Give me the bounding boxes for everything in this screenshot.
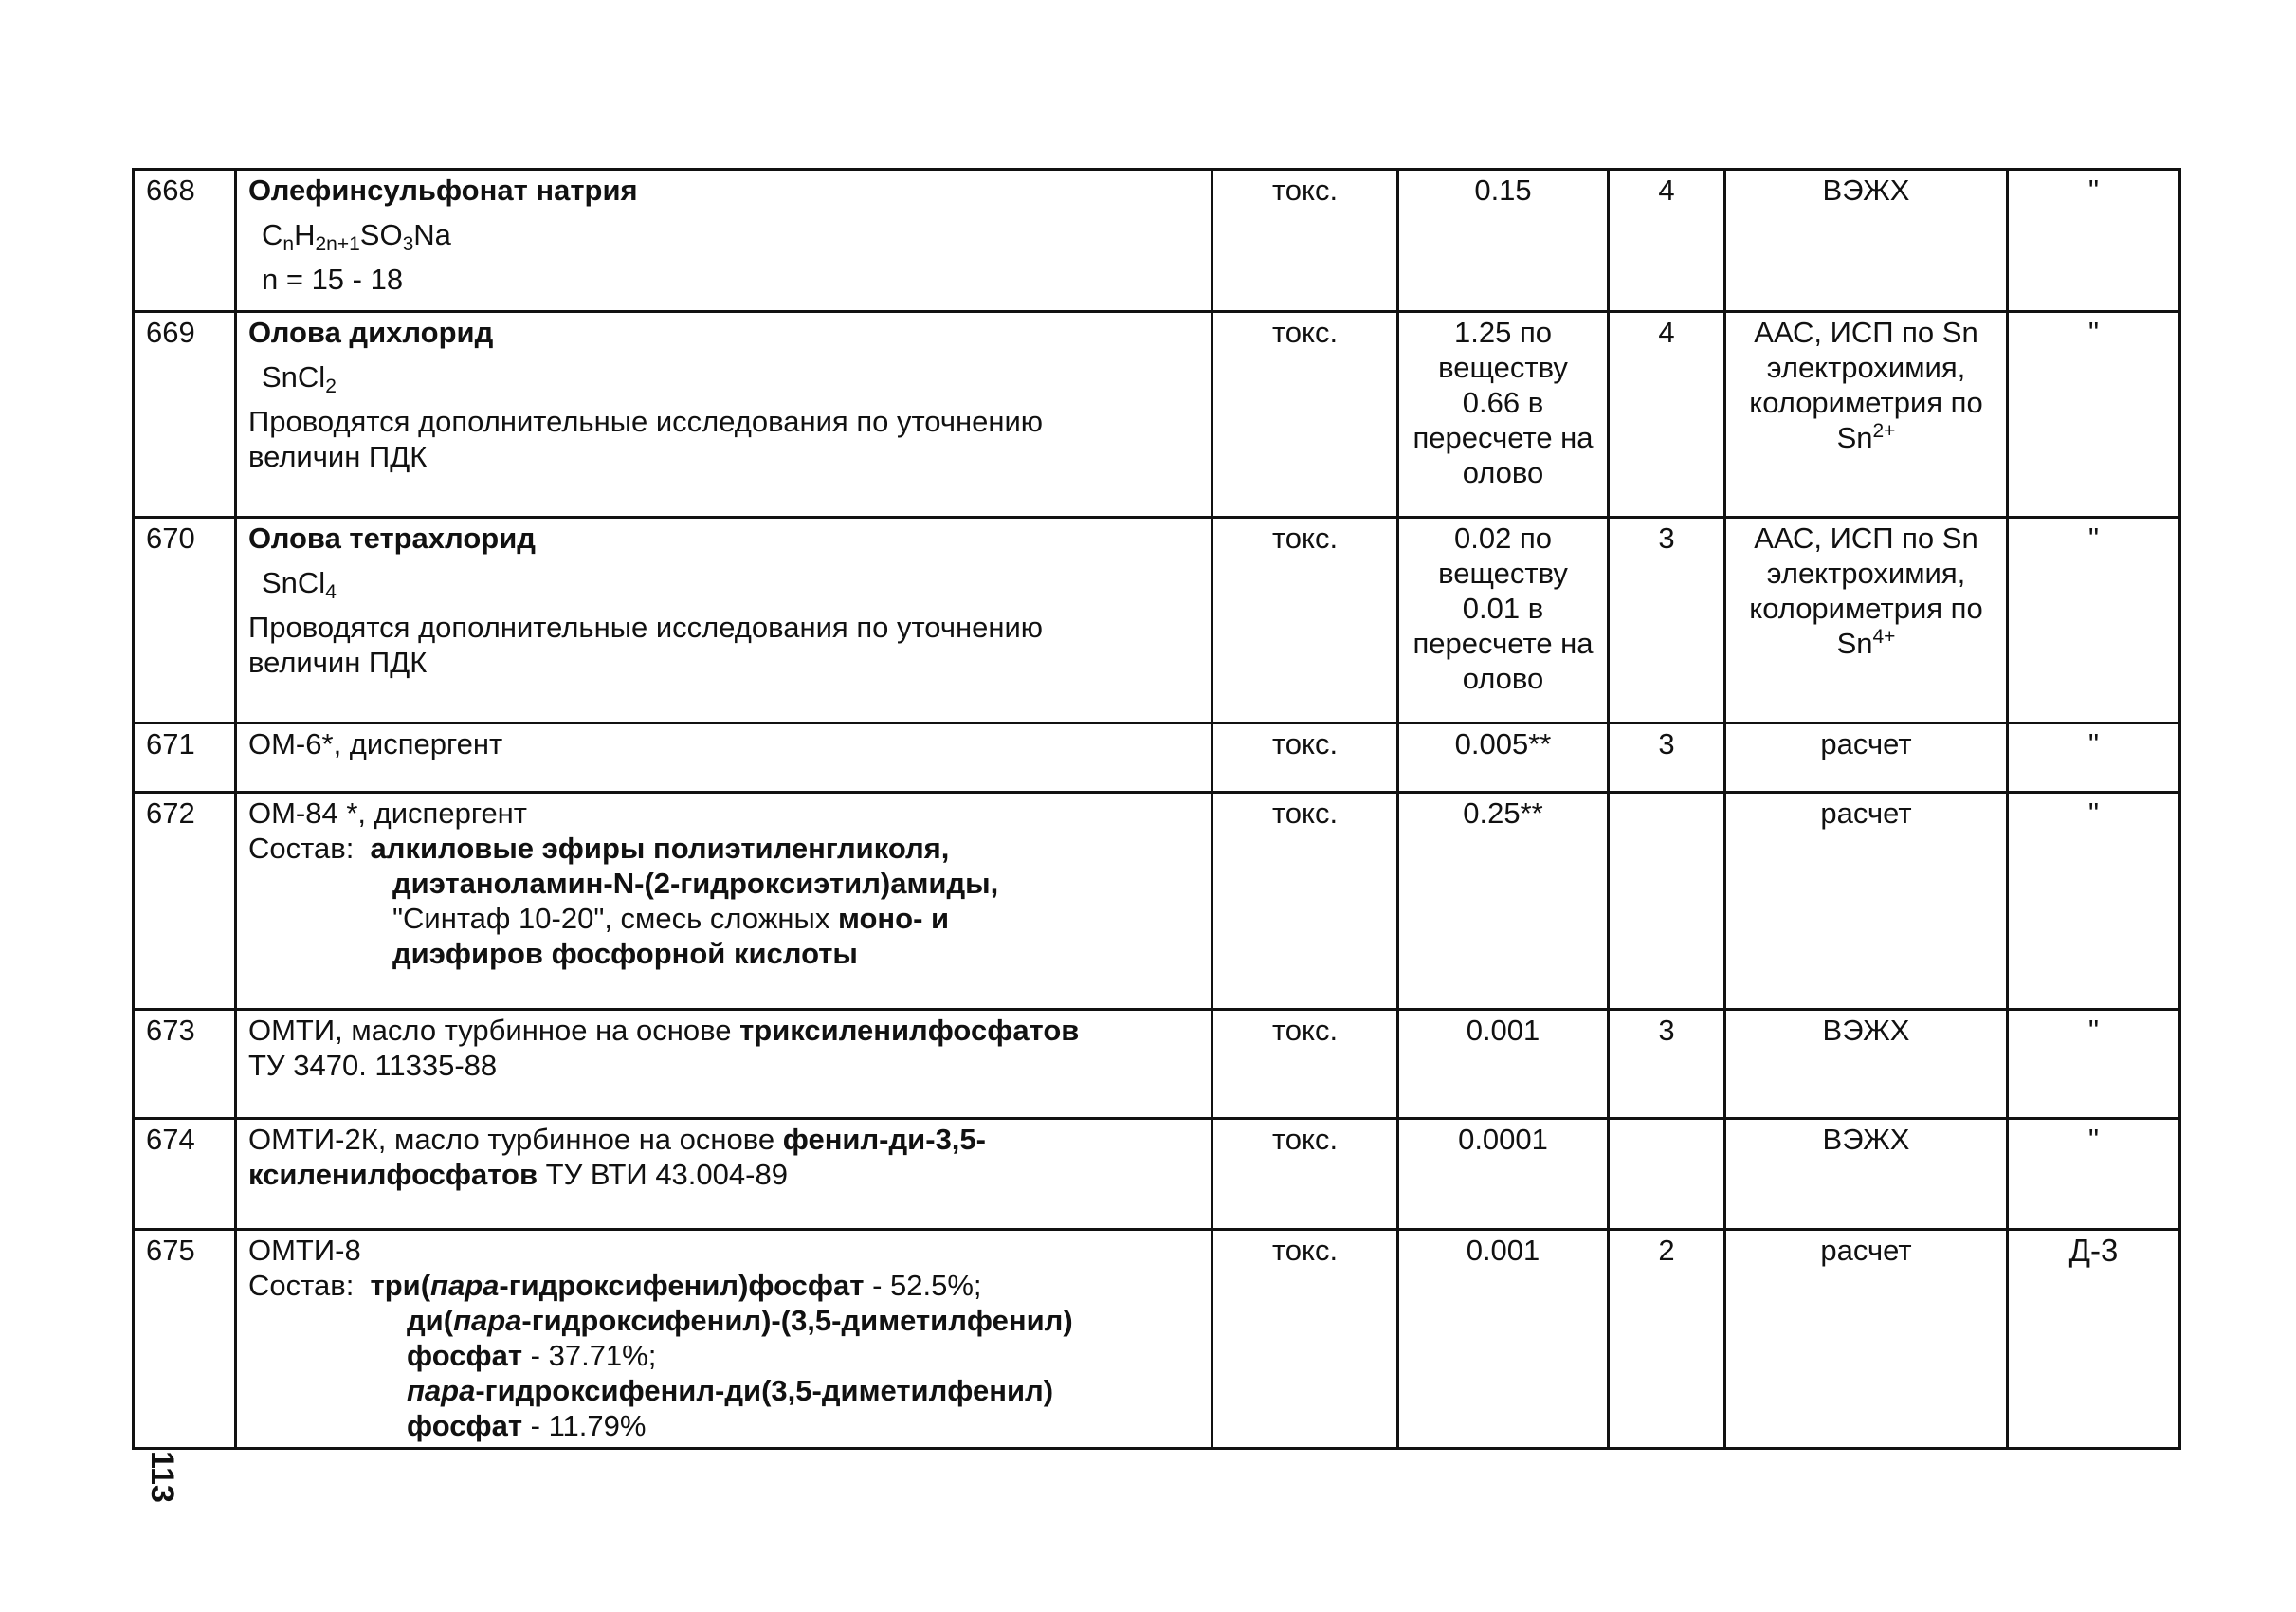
analysis-method: ВЭЖХ [1725, 1010, 2008, 1119]
limit-type: токс. [1212, 724, 1398, 793]
limit-value: 0.001 [1398, 1010, 1609, 1119]
research-comment: Проводятся дополнительные исследования по уточнению величин ПДК [248, 611, 1044, 679]
table-row [134, 1230, 2180, 1449]
limit-value: 0.25** [1398, 793, 1609, 1010]
chemical-formula: SnCl$_4$ [262, 566, 337, 603]
analysis-method: ВЭЖХ [1725, 170, 2008, 312]
limit-type: токс. [1212, 793, 1398, 1010]
limit-type: токс. [1212, 1010, 1398, 1119]
note: " [2008, 312, 2180, 518]
page-number: 113 [144, 1451, 180, 1503]
limit-type: токс. [1212, 312, 1398, 518]
limit-value: 1.25 по веществу 0.66 в пересчете на олово [1398, 312, 1609, 518]
limit-value: 0.15 [1398, 170, 1609, 312]
analysis-method: ААС, ИСП по Sn электрохимия, колориметрия по $Sn^{2+}$ [1725, 312, 2008, 518]
composition-line: диэтаноламин-N-(2-гидроксиэтил)амиды, [392, 867, 999, 900]
hazard-class [1609, 1119, 1725, 1230]
table-row [134, 170, 2180, 312]
substance-name: Олова тетрахлорид [248, 522, 536, 555]
chemical-formula: $C_nH_{2n+1}SO_3Na$ [262, 218, 451, 255]
substance-cell: ОМТИ, масло турбинное на основе триксиленилфосфатов ТУ 3470. 11335-88 [236, 1010, 1212, 1119]
table-row [134, 312, 2180, 518]
limit-type: токс. [1212, 518, 1398, 724]
row-number: 669 [134, 312, 236, 518]
research-comment: Проводятся дополнительные исследования по уточнению величин ПДК [248, 405, 1044, 473]
analysis-method: ААС, ИСП по Sn электрохимия, колориметрия по $Sn^{4+}$ [1725, 518, 2008, 724]
limit-value: 0.0001 [1398, 1119, 1609, 1230]
substance-cell [236, 1230, 1212, 1449]
analysis-method: ВЭЖХ [1725, 1119, 2008, 1230]
chain-range: n = 15 - 18 [262, 263, 404, 296]
limit-value: 0.001 [1398, 1230, 1609, 1449]
composition-line: "Синтаф 10-20", смесь сложных моно- и [392, 902, 950, 935]
table-row [134, 1010, 2180, 1119]
substance-name: Олефинсульфонат натрия [248, 174, 638, 207]
composition: Состав: алкиловые эфиры полиэтиленгликоля, [248, 832, 950, 865]
row-number: 674 [134, 1119, 236, 1230]
substance-cell: ОМТИ-2К, масло турбинное на основе фенил-ди-3,5-ксиленилфосфатов ТУ ВТИ 43.004-89 [236, 1119, 1212, 1230]
limit-type: токс. [1212, 1119, 1398, 1230]
row-number: 671 [134, 724, 236, 793]
note: " [2008, 793, 2180, 1010]
substance-name: ОМ-84 *, диспергент [248, 797, 528, 830]
note: Д-3 [2008, 1230, 2180, 1449]
table-row [134, 793, 2180, 1010]
chemical-formula: SnCl$_2$ [262, 360, 337, 397]
hazard-class: 4 [1609, 170, 1725, 312]
substance-cell [236, 793, 1212, 1010]
note: " [2008, 1119, 2180, 1230]
hazard-class: 3 [1609, 518, 1725, 724]
hazard-class [1609, 793, 1725, 1010]
table-row [134, 1119, 2180, 1230]
note: " [2008, 170, 2180, 312]
hazard-class: 4 [1609, 312, 1725, 518]
note: " [2008, 1010, 2180, 1119]
composition-line: фосфат - 11.79% [407, 1409, 647, 1442]
limit-type: токс. [1212, 1230, 1398, 1449]
composition-line: пара-гидроксифенил-ди(3,5-диметилфенил) [407, 1374, 1054, 1407]
row-number: 668 [134, 170, 236, 312]
composition-line: диэфиров фосфорной кислоты [392, 937, 858, 970]
limit-value: 0.02 по веществу 0.01 в пересчете на олово [1398, 518, 1609, 724]
substance-table [132, 168, 2181, 1450]
hazard-class: 2 [1609, 1230, 1725, 1449]
substance-cell [236, 312, 1212, 518]
table-row [134, 724, 2180, 793]
row-number: 673 [134, 1010, 236, 1119]
substance-cell [236, 518, 1212, 724]
substance-name: ОМТИ-8 [248, 1234, 361, 1267]
row-number: 672 [134, 793, 236, 1010]
note: " [2008, 724, 2180, 793]
analysis-method: расчет [1725, 793, 2008, 1010]
limit-value: 0.005** [1398, 724, 1609, 793]
row-number: 675 [134, 1230, 236, 1449]
limit-type: токс. [1212, 170, 1398, 312]
table-row [134, 518, 2180, 724]
substance-cell [236, 170, 1212, 312]
substance-name: Олова дихлорид [248, 316, 494, 349]
hazard-class: 3 [1609, 724, 1725, 793]
analysis-method: расчет [1725, 724, 2008, 793]
substance-name: ОМ-6*, диспергент [236, 724, 1212, 793]
composition-line: фосфат - 37.71%; [407, 1339, 657, 1372]
note: " [2008, 518, 2180, 724]
hazard-class: 3 [1609, 1010, 1725, 1119]
composition-line: ди(пара-гидроксифенил)-(3,5-диметилфенил) [407, 1304, 1073, 1337]
composition: Состав: три(пара-гидроксифенил)фосфат - 52.5%; [248, 1269, 982, 1302]
row-number: 670 [134, 518, 236, 724]
analysis-method: расчет [1725, 1230, 2008, 1449]
